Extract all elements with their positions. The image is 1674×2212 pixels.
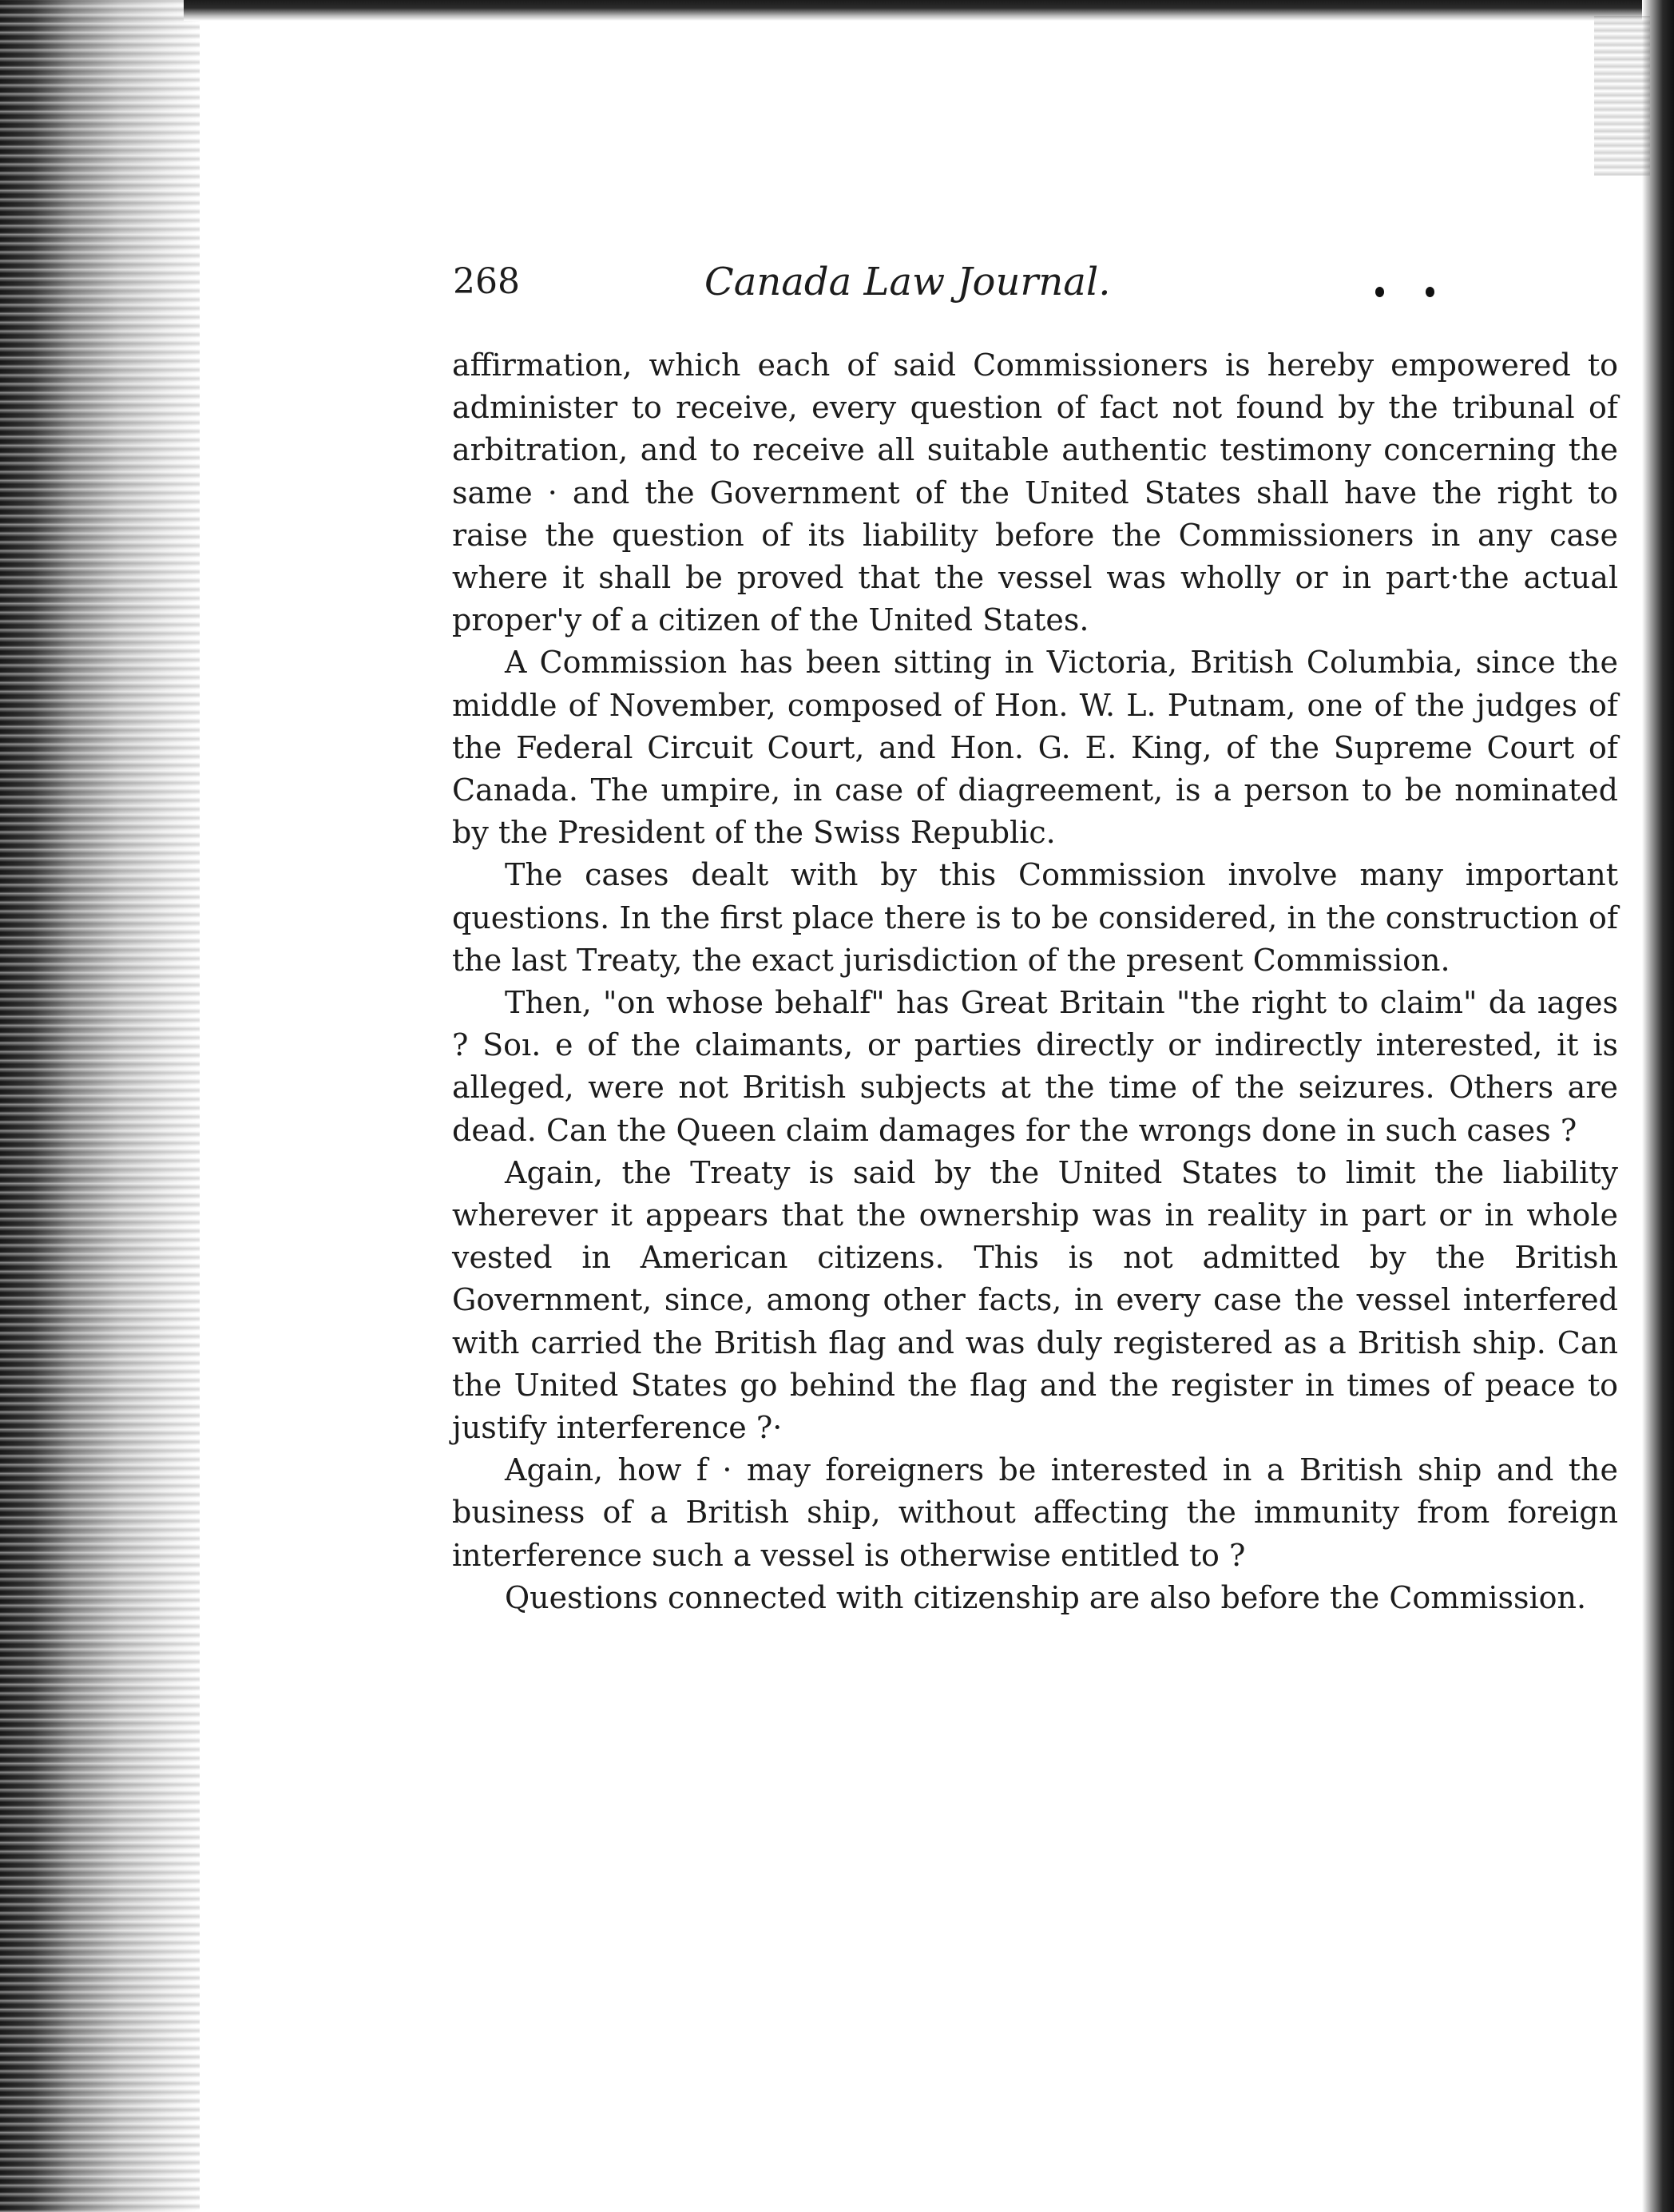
- scanned-top-edge: [184, 0, 1674, 21]
- scanned-binding-edge: [0, 0, 200, 2212]
- page-header: [453, 258, 1651, 338]
- page-number: 268: [453, 261, 520, 302]
- ink-dot: [1426, 287, 1434, 297]
- body-text: [452, 344, 1618, 1619]
- book-page: [200, 21, 1642, 2212]
- paragraph: Then, "on whose behalf" has Great Britain "the right to claim" da ıages ? Soı. e of the claimants, or parties directly or indirectly interested, it is alleged, were not British subjects at the time of the seizures. Others are dead. Can the Queen claim damages for the wrongs done in such cases ?: [452, 985, 1618, 1148]
- paragraph: The cases dealt with by this Commission involve many important questions. In the first place there is to be considered, in the construction of the last Treaty, the exact jurisdiction of the present Commission.: [452, 857, 1618, 978]
- ink-dot: [1375, 287, 1384, 297]
- paragraph: affirmation, which each of said Commissioners is hereby empowered to administer to receive, every question of fact not found by the tribunal of arbitration, and to receive all suitable authentic testimony concerning the same · and the Government of the United States shall have the right to raise the question of its liability before the Commissioners in any case where it shall be proved that the vessel was wholly or in part·the actual proper'y of a citizen of the United States.: [452, 347, 1618, 638]
- paragraph: Questions connected with citizenship are also before the Commission.: [505, 1579, 1587, 1615]
- paragraph: Again, how f · may foreigners be interested in a British ship and the business of a British ship, without affecting the immunity from foreign interference such a vessel is otherwise entitled to ?: [452, 1452, 1618, 1573]
- running-head: Canada Law Journal.: [704, 260, 1111, 304]
- paragraph: Again, the Treaty is said by the United States to limit the liability wherever it appears that the ownership was in reality in part or in whole vested in American citizens. This is not admitted by the British Government, since, among other facts, in every case the vessel interfered with carried the British flag and was duly registered as a British ship. Can the United States go behind the flag and the register in times of peace to justify interference ?·: [452, 1154, 1618, 1446]
- paragraph: A Commission has been sitting in Victoria, British Columbia, since the middle of November, composed of Hon. W. L. Putnam, one of the judges of the Federal Circuit Court, and Hon. G. E. King, of the Supreme Court of Canada. The umpire, in case of diagreement, is a person to be nominated by the President of the Swiss Republic.: [452, 645, 1618, 851]
